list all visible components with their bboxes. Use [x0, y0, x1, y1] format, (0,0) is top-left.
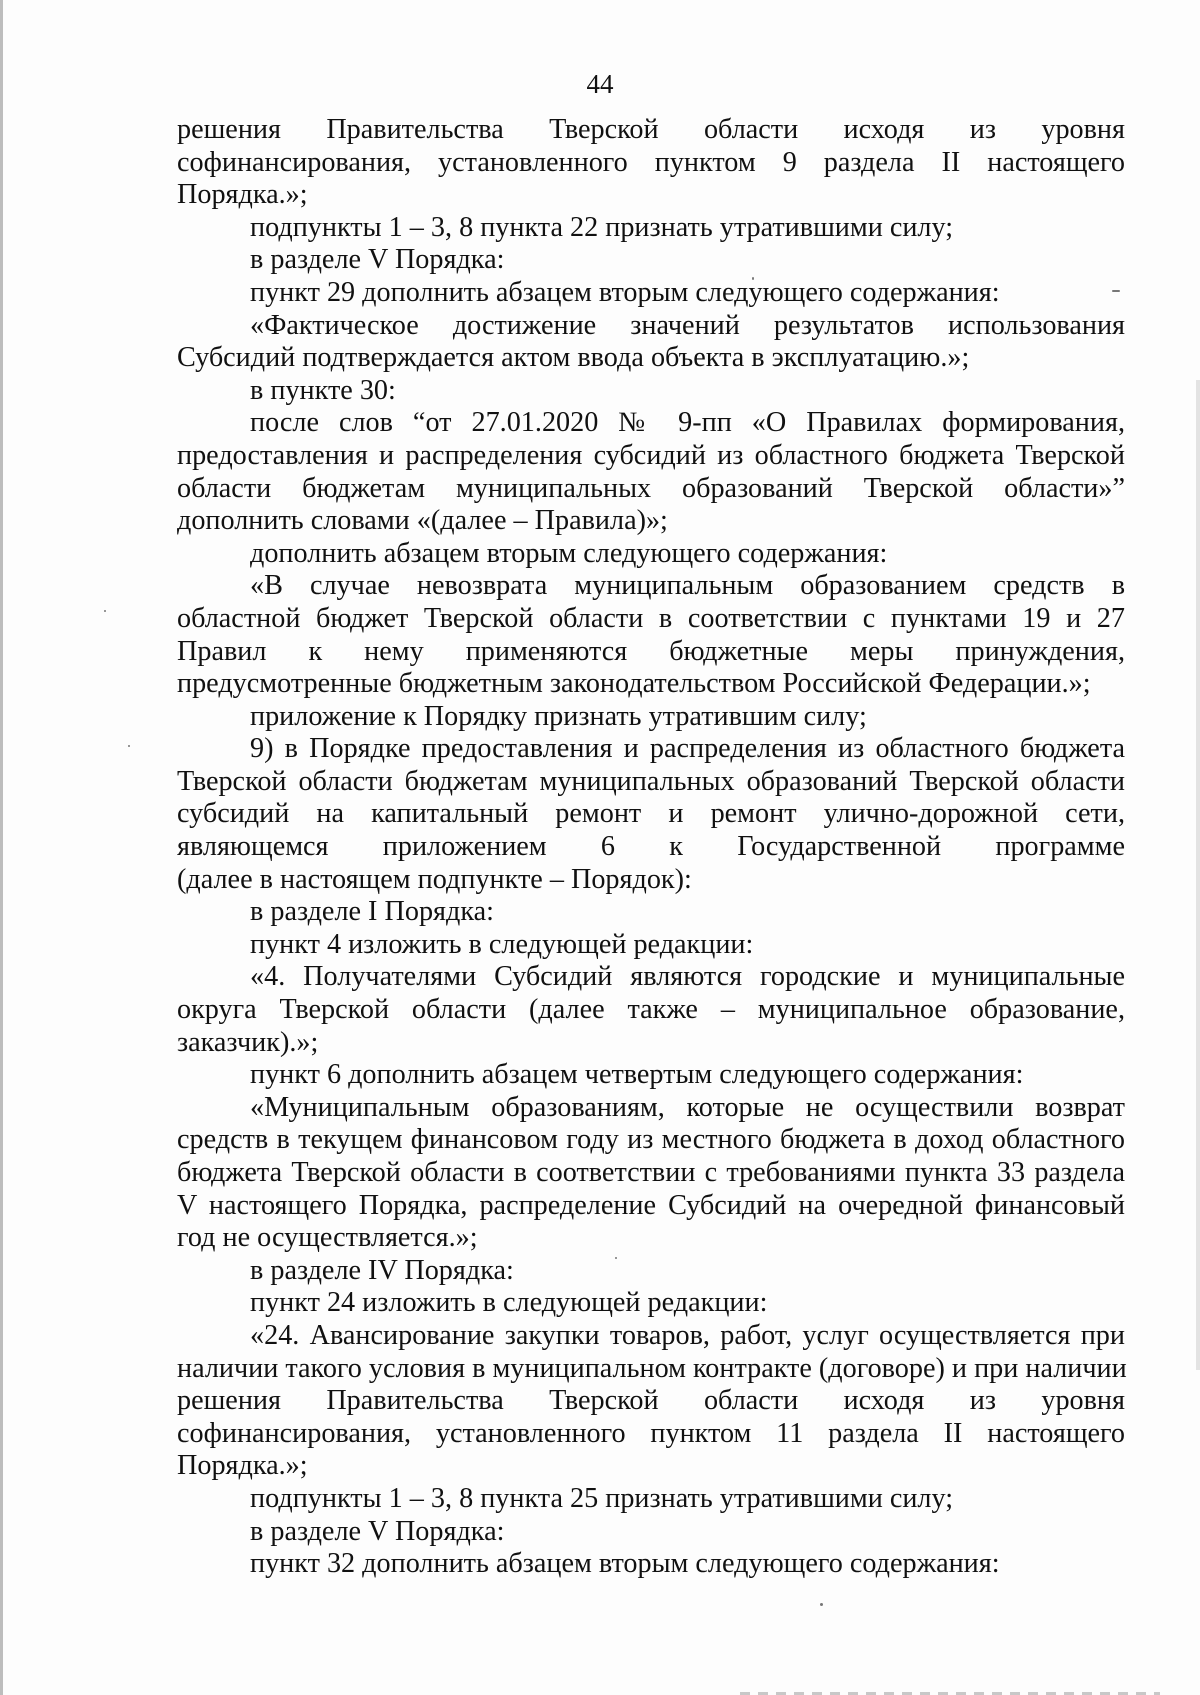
text-line: Субсидий подтверждается актом ввода объекта в эксплуатацию.»;: [177, 342, 970, 374]
text-line: предоставления и распределения субсидий из областного бюджета Тверской: [177, 439, 1125, 471]
text-line: «24. Авансирование закупки товаров, работ, услуг осуществляется при: [250, 1319, 1125, 1351]
text-line: Порядка.»;: [177, 179, 308, 211]
text-line: подпункты 1 – 3, 8 пункта 22 признать утратившими силу;: [250, 211, 954, 243]
text-line: пункт 29 дополнить абзацем вторым следующего содержания:: [250, 276, 1000, 308]
document-body: [177, 114, 1125, 1581]
scan-speck: [128, 745, 130, 747]
text-line: «4. Получателями Субсидий являются городские и муниципальные: [250, 961, 1125, 993]
text-line: области бюджетам муниципальных образований Тверской области»”: [177, 472, 1125, 504]
text-line: в разделе V Порядка:: [250, 244, 505, 276]
text-line: софинансирования, установленного пунктом 9 раздела II настоящего: [177, 146, 1125, 178]
text-line: средств в текущем финансовом году из местного бюджета в доход областного: [177, 1124, 1125, 1156]
scan-edge-left: [0, 0, 3, 1695]
scan-edge-right: [1196, 380, 1200, 1370]
text-line: решения Правительства Тверской области исходя из уровня: [177, 114, 1125, 145]
text-line: являющемся приложением 6 к Государственной программе: [177, 831, 1125, 863]
text-line: дополнить словами «(далее – Правила)»;: [177, 505, 668, 537]
text-line: пункт 24 изложить в следующей редакции:: [250, 1287, 768, 1319]
text-line: после слов “от 27.01.2020 № 9-пп «О Правилах формирования,: [250, 407, 1125, 439]
text-line: пункт 32 дополнить абзацем вторым следующего содержания:: [250, 1548, 1000, 1580]
text-line: в разделе V Порядка:: [250, 1515, 505, 1547]
text-line: Порядка.»;: [177, 1450, 308, 1482]
text-line: (далее в настоящем подпункте – Порядок):: [177, 863, 692, 895]
text-line: субсидий на капитальный ремонт и ремонт улично-дорожной сети,: [177, 798, 1125, 830]
page-number: 44: [586, 69, 614, 99]
text-line: Правил к нему применяются бюджетные меры принуждения,: [177, 635, 1125, 667]
text-line: областной бюджет Тверской области в соответствии с пунктами 19 и 27: [177, 602, 1125, 634]
text-line: в разделе I Порядка:: [250, 896, 494, 928]
text-line: заказчик).»;: [177, 1026, 319, 1058]
text-line: подпункты 1 – 3, 8 пункта 25 признать утратившими силу;: [250, 1482, 954, 1514]
text-line: бюджета Тверской области в соответствии с требованиями пункта 33 раздела: [177, 1157, 1125, 1188]
text-line: округа Тверской области (далее также – муниципальное образование,: [177, 994, 1125, 1026]
text-line: наличии такого условия в муниципальном контракте (договоре) и при наличии: [177, 1352, 1127, 1384]
text-line: софинансирования, установленного пунктом 11 раздела II настоящего: [177, 1417, 1125, 1449]
text-line: «Фактическое достижение значений результатов использования: [250, 309, 1125, 341]
text-line: 9) в Порядке предоставления и распределения из областного бюджета: [250, 733, 1125, 765]
scan-speck: [820, 1603, 823, 1606]
text-line: «Муниципальным образованиям, которые не осуществили возврат: [250, 1091, 1125, 1123]
text-line: пункт 4 изложить в следующей редакции:: [250, 928, 754, 960]
text-line: дополнить абзацем вторым следующего содержания:: [250, 537, 888, 569]
text-line: предусмотренные бюджетным законодательством Российской Федерации.»;: [177, 668, 1091, 700]
text-line: Тверской области бюджетам муниципальных образований Тверской области: [177, 765, 1125, 797]
text-line: «В случае невозврата муниципальным образованием средств в: [250, 570, 1125, 602]
text-line: пункт 6 дополнить абзацем четвертым следующего содержания:: [250, 1059, 1024, 1091]
text-line: год не осуществляется.»;: [177, 1222, 478, 1254]
text-line: в пункте 30:: [250, 374, 396, 406]
text-line: в разделе IV Порядка:: [250, 1254, 514, 1286]
text-line: V настоящего Порядка, распределение Субсидий на очередной финансовый: [177, 1189, 1125, 1221]
text-line: решения Правительства Тверской области исходя из уровня: [177, 1385, 1125, 1417]
scan-speck: [104, 610, 106, 612]
text-line: приложение к Порядку признать утратившим силу;: [250, 700, 867, 732]
